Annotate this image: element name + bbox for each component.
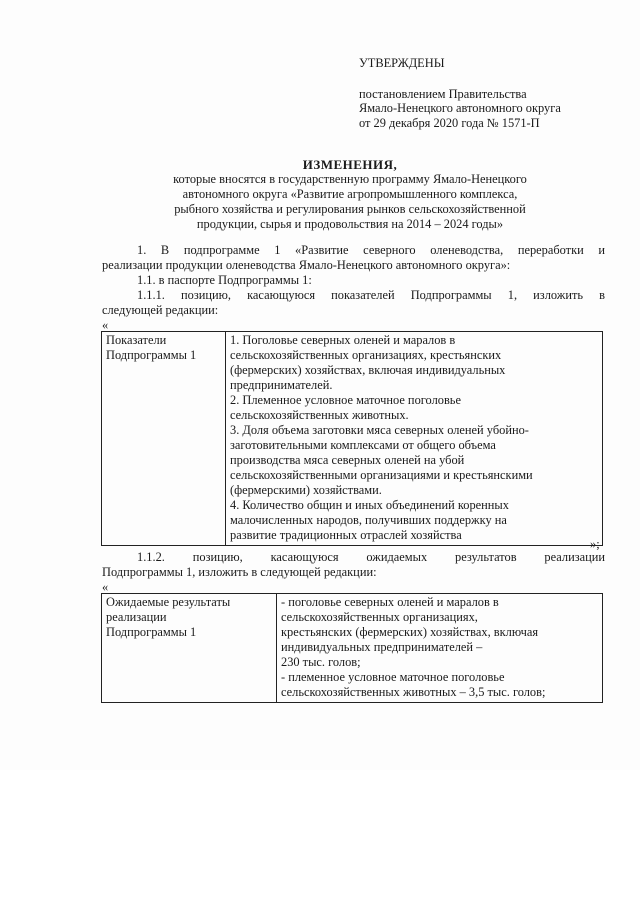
approval-line-2: Ямало-Ненецкого автономного округа: [359, 101, 561, 115]
cell-text: 4. Количество общин и иных объединений коренных: [230, 498, 509, 512]
approval-heading: УТВЕРЖДЕНЫ: [359, 56, 445, 70]
results-value-cell: [277, 594, 603, 703]
indicators-label-cell: [102, 332, 226, 546]
blank-area: [0, 770, 640, 905]
open-quote-2: «: [102, 580, 109, 594]
cell-text: крестьянских (фермерских) хозяйствах, включая: [281, 625, 539, 639]
cell-text: Показатели: [106, 333, 167, 347]
paragraph-1-1-1-line-1: 1.1.1. позицию, касающуюся показателей Подпрограммы 1, изложить в: [137, 288, 605, 302]
cell-text: сельскохозяйственных организациях, крестьянских: [230, 348, 502, 362]
cell-text: (фермерскими) хозяйствами.: [230, 483, 382, 497]
subtitle-line-2: автономного округа «Развитие агропромышленного комплекса,: [182, 187, 518, 201]
cell-text: сельскохозяйственных организациях,: [281, 610, 478, 624]
paragraph-1-line-2: реализации продукции оленеводства Ямало-Ненецкого автономного округа»:: [102, 258, 511, 272]
paragraph-1-1: 1.1. в паспорте Подпрограммы 1:: [137, 273, 312, 287]
approval-line-1: постановлением Правительства: [359, 87, 527, 101]
cell-text: 2. Племенное условное маточное поголовье: [230, 393, 461, 407]
document-title: ИЗМЕНЕНИЯ,: [302, 157, 398, 172]
close-quote: »;: [590, 537, 600, 551]
cell-text: Ожидаемые результаты: [106, 595, 231, 609]
cell-text: 1. Поголовье северных оленей и маралов в: [230, 333, 456, 347]
cell-text: (фермерских) хозяйствах, включая индивидуальных: [230, 363, 506, 377]
cell-text: сельскохозяйственных животных.: [230, 408, 409, 422]
paragraph-1-1-2-line-1: 1.1.2. позицию, касающуюся ожидаемых результатов реализации: [137, 550, 605, 564]
approval-line-3: от 29 декабря 2020 года № 1571-П: [359, 116, 540, 130]
cell-text: 3. Доля объема заготовки мяса северных оленей убойно-: [230, 423, 529, 437]
indicators-table: [101, 331, 603, 546]
cell-text: реализации: [106, 610, 167, 624]
cell-text: сельскохозяйственными организациями и крестьянскими: [230, 468, 533, 482]
subtitle-line-1: которые вносятся в государственную программу Ямало-Ненецкого: [173, 172, 527, 186]
cell-text: 230 тыс. голов;: [281, 655, 361, 669]
subtitle-line-3: рыбного хозяйства и регулирования рынков сельскохозяйственной: [174, 202, 526, 216]
cell-text: - поголовье северных оленей и маралов в: [281, 595, 499, 609]
paragraph-1-line-1: 1. В подпрограмме 1 «Развитие северного оленеводства, переработки и: [137, 243, 605, 257]
table-row: [102, 332, 603, 546]
paragraph-1-1-1-line-2: следующей редакции:: [102, 303, 219, 317]
table-row: [102, 594, 603, 703]
open-quote-1: «: [102, 318, 109, 332]
cell-text: индивидуальных предпринимателей –: [281, 640, 483, 654]
cell-text: Подпрограммы 1: [106, 348, 197, 362]
cell-text: производства мяса северных оленей на убой: [230, 453, 465, 467]
paragraph-1-1-2-line-2: Подпрограммы 1, изложить в следующей редакции:: [102, 565, 377, 579]
cell-text: Подпрограммы 1: [106, 625, 197, 639]
cell-text: заготовительными комплексами от общего объема: [230, 438, 496, 452]
cell-text: сельскохозяйственных животных – 3,5 тыс. голов;: [281, 685, 546, 699]
subtitle-line-4: продукции, сырья и продовольствия на 2014 – 2024 годы»: [196, 217, 504, 231]
cell-text: предпринимателей.: [230, 378, 333, 392]
cell-text: - племенное условное маточное поголовье: [281, 670, 505, 684]
expected-results-table: [101, 593, 603, 703]
results-label-cell: [102, 594, 277, 703]
indicators-value-cell: [226, 332, 603, 546]
cell-text: малочисленных народов, получивших поддержку на: [230, 513, 507, 527]
cell-text: развитие традиционных отраслей хозяйства: [230, 528, 462, 542]
